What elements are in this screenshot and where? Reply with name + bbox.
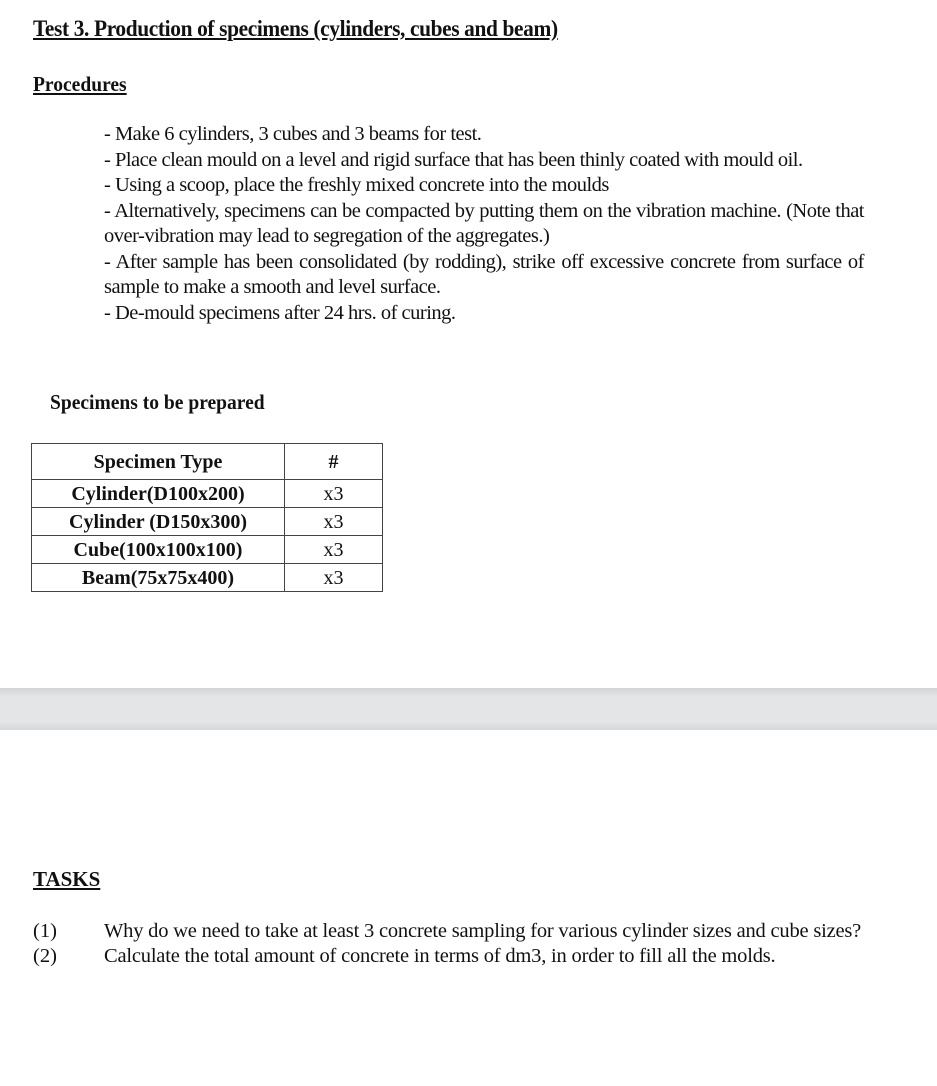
procedure-item: - Make 6 cylinders, 3 cubes and 3 beams for test. — [104, 123, 482, 145]
procedure-item: - After sample has been consolidated (by rodding), strike off excessive concrete from surface of sample to make a smooth and level surface. — [104, 250, 864, 298]
specimens-heading: Specimens to be prepared — [50, 390, 265, 414]
specimen-count-cell: x3 — [285, 508, 383, 536]
column-header-specimen-type: Specimen Type — [32, 444, 285, 480]
specimen-type-cell: Cube(100x100x100) — [32, 536, 285, 564]
task-list — [33, 919, 893, 969]
tasks-heading: TASKS — [33, 867, 101, 891]
table-row — [32, 564, 383, 592]
page-2 — [0, 730, 937, 1086]
task-text: Calculate the total amount of concrete in terms of dm3, in order to fill all the molds. — [104, 945, 776, 967]
procedure-list — [104, 122, 864, 326]
document-title: Test 3. Production of specimens (cylinders, cubes and beam) — [33, 16, 558, 41]
procedure-item: - De-mould specimens after 24 hrs. of curing. — [104, 301, 456, 324]
specimen-type-cell: Cylinder (D150x300) — [32, 508, 285, 536]
procedures-heading: Procedures — [33, 72, 127, 96]
specimen-count-cell: x3 — [285, 536, 383, 564]
table-header-row — [32, 444, 383, 480]
procedure-item: - Place clean mould on a level and rigid surface that has been thinly coated with mould oil. — [104, 148, 803, 171]
table-row — [32, 508, 383, 536]
table-row — [32, 536, 383, 564]
specimen-count-cell: x3 — [285, 480, 383, 508]
specimen-type-cell: Beam(75x75x400) — [32, 564, 285, 592]
task-item — [33, 944, 893, 969]
specimen-count-cell: x3 — [285, 564, 383, 592]
column-header-count: # — [285, 444, 383, 480]
task-number: (1) — [33, 920, 57, 942]
task-text: Why do we need to take at least 3 concrete sampling for various cylinder sizes and cube sizes? — [104, 920, 862, 942]
specimen-table — [31, 443, 383, 592]
task-number: (2) — [33, 945, 57, 967]
task-item — [33, 919, 893, 944]
table-row — [32, 480, 383, 508]
specimen-type-cell: Cylinder(D100x200) — [32, 480, 285, 508]
procedure-item: - Alternatively, specimens can be compacted by putting them on the vibration machine. (Note that over-vibration may lead to segregation of the aggregates.) — [104, 199, 864, 247]
page-separator — [0, 688, 937, 730]
procedure-item: - Using a scoop, place the freshly mixed concrete into the moulds — [104, 174, 609, 196]
